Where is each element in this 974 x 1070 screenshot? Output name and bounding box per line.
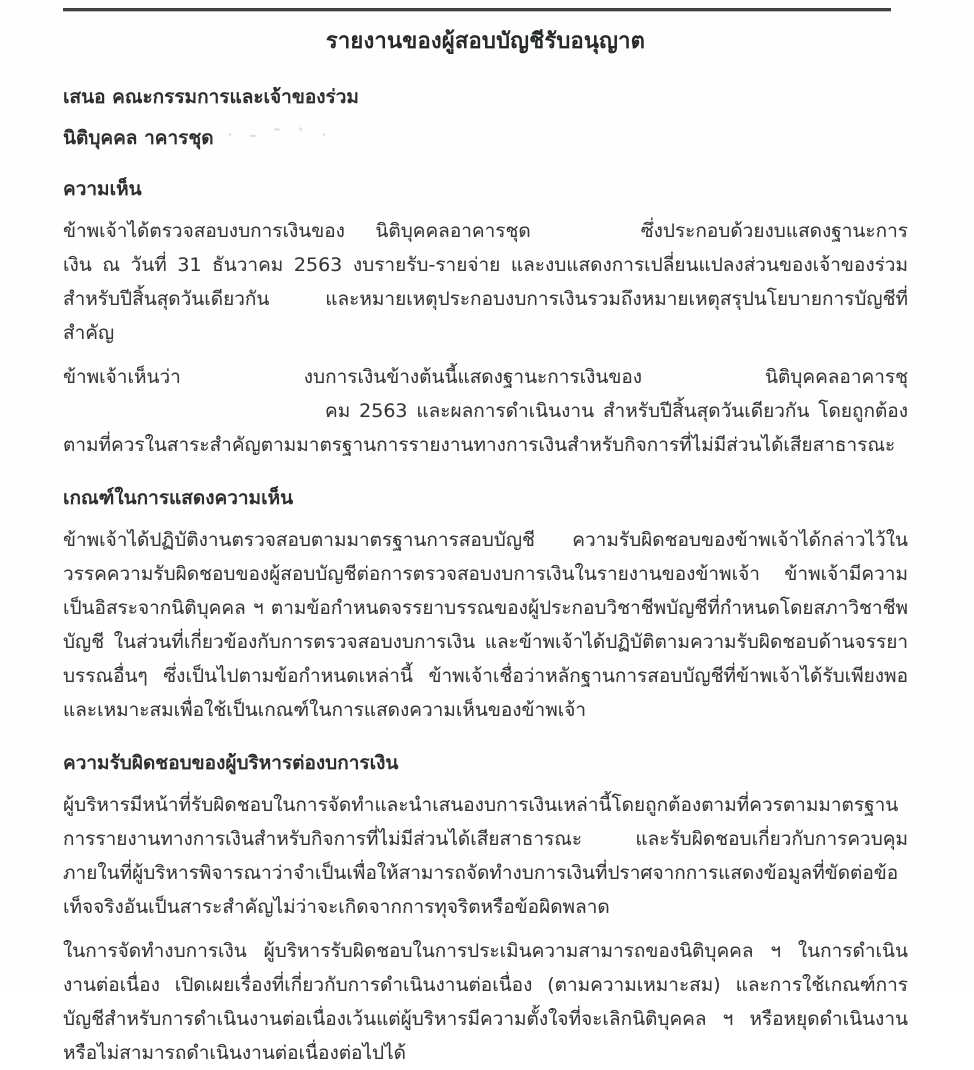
top-divider [63, 8, 891, 11]
addressee-line: เสนอ คณะกรรมการและเจ้าของร่วม [63, 86, 359, 108]
responsibility-paragraph-2: ในการจัดทำงบการเงิน ผู้บริหารรับผิดชอบในการประเมินความสามารถของนิติบุคคล ฯ ในการดำเนินงานต่อเนื่อง เปิดเผยเรื่องที่เกี่ยวกับการดำเนินงานต่อเนื่อง (ตามความเหมาะสม) และการใช้เกณฑ์การบัญชีสำหรับการดำเนินงานต่อเนื่องเว้นแต่ผู้บริหารมีความตั้งใจที่จะเลิกนิติบุคคล ฯ หรือหยุดดำเนินงานหรือไม่สามารถดำเนินงานต่อเนื่องต่อไปได้ [63, 940, 908, 1064]
page-title: รายงานของผู้สอบบัญชีรับอนุญาต [325, 29, 646, 54]
opinion-p1-text-after: ซึ่งประกอบด้วยงบแสดงฐานะการเงิน ณ วันที่ 31 ธันวาคม 2563 งบรายรับ-รายจ่าย และงบแสดงการเปลี่ยนแปลงส่วนของเจ้าของร่วม สำหรับปีสิ้นสุดวันเดียวกัน และหมายเหตุประกอบงบการเงินรวมถึงหมายเหตุสรุปนโยบายการบัญชีที่สำคัญ [63, 220, 908, 344]
section-heading-responsibility: ความรับผิดชอบของผู้บริหารต่องบการเงิน [63, 752, 399, 774]
redacted-gap [63, 416, 325, 417]
opinion-p2-text-before: ข้าพเจ้าเห็นว่า งบการเงินข้างต้นนี้แสดงฐานะการเงินของ นิติบุคคลอาคารชุ [63, 366, 908, 388]
section-heading-opinion: ความเห็น [63, 178, 142, 200]
entity-name-text: นิติบุคคล าคารชุด [63, 127, 214, 149]
opinion-p1-text-before: ข้าพเจ้าได้ตรวจสอบงบการเงินของ นิติบุคคลอาคารชุด [63, 220, 531, 242]
responsibility-paragraph-1: ผู้บริหารมีหน้าที่รับผิดชอบในการจัดทำและนำเสนองบการเงินเหล่านี้โดยถูกต้องตามที่ควรตามมาตรฐานการรายงานทางการเงินสำหรับกิจการที่ไม่มีส่วนได้เสียสาธารณะ และรับผิดชอบเกี่ยวกับการควบคุมภายในที่ผู้บริหารพิจารณาว่าจำเป็นเพื่อให้สามารถจัดทำงบการเงินที่ปราศจากการแสดงข้อมูลที่ขัดต่อข้อเท็จจริงอันเป็นสาระสำคัญไม่ว่าจะเกิดจากการทุจริตหรือข้อผิดพลาด [63, 794, 908, 918]
entity-line [63, 124, 908, 153]
basis-paragraph: ข้าพเจ้าได้ปฏิบัติงานตรวจสอบตามมาตรฐานการสอบบัญชี ความรับผิดชอบของข้าพเจ้าได้กล่าวไว้ในวรรคความรับผิดชอบของผู้สอบบัญชีต่อการตรวจสอบงบการเงินในรายงานของข้าพเจ้า ข้าพเจ้ามีความเป็นอิสระจากนิติบุคคล ฯ ตามข้อกำหนดจรรยาบรรณของผู้ประกอบวิชาชีพบัญชีที่กำหนดโดยสภาวิชาชีพบัญชี ในส่วนที่เกี่ยวข้องกับการตรวจสอบงบการเงิน และข้าพเจ้าได้ปฏิบัติตามความรับผิดชอบด้านจรรยาบรรณอื่นๆ ซึ่งเป็นไปตามข้อกำหนดเหล่านี้ ข้าพเจ้าเชื่อว่าหลักฐานการสอบบัญชีที่ข้าพเจ้าได้รับเพียงพอและเหมาะสมเพื่อใช้เป็นเกณฑ์ในการแสดงความเห็นของข้าพเจ้า [63, 529, 908, 721]
redacted-entity-name: · – ˜ ` · [227, 126, 333, 144]
opinion-paragraph-1 [63, 214, 908, 350]
opinion-p2-text-after: คม 2563 และผลการดำเนินงาน สำหรับปีสิ้นสุดวันเดียวกัน โดยถูกต้องตามที่ควรในสาระสำคัญตามมาตรฐานการรายงานทางการเงินสำหรับกิจการที่ไม่มีส่วนได้เสียสาธารณะ [63, 400, 908, 456]
redacted-gap [531, 236, 641, 237]
opinion-paragraph-2 [63, 360, 908, 462]
section-heading-basis: เกณฑ์ในการแสดงความเห็น [63, 487, 294, 509]
